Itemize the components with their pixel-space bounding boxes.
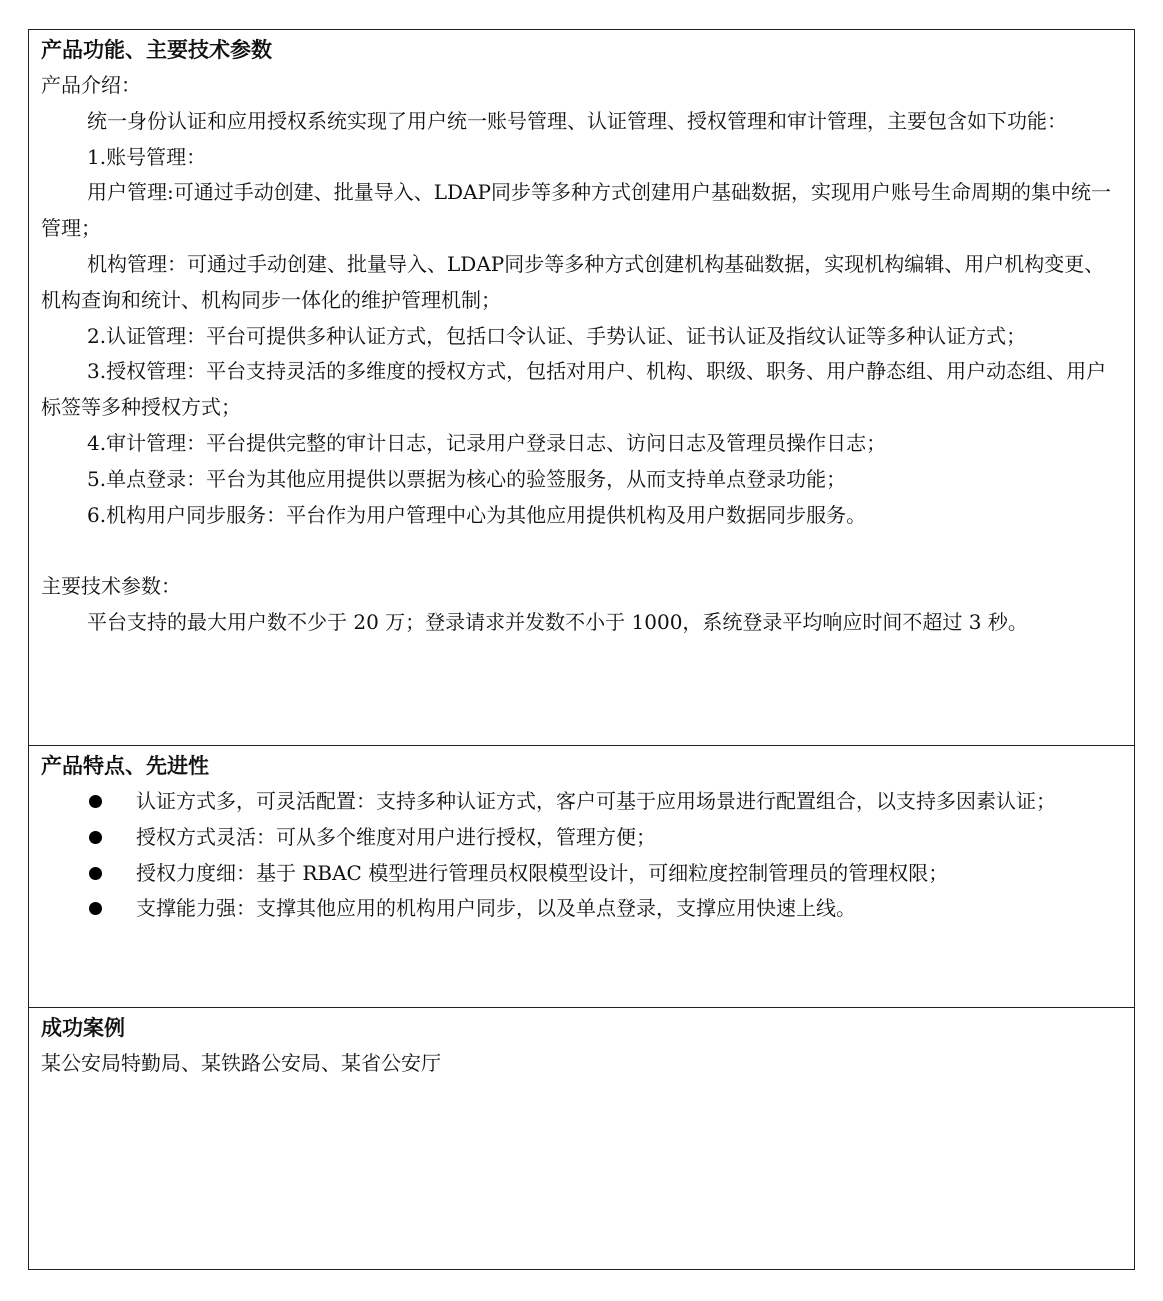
bullet-icon bbox=[89, 902, 102, 915]
intro-text: 统一身份认证和应用授权系统实现了用户统一账号管理、认证管理、授权管理和审计管理，主要包含如下功能： bbox=[87, 108, 1067, 133]
list-item: 授权力度细：基于 RBAC 模型进行管理员权限模型设计，可细粒度控制管理员的管理权限； bbox=[41, 856, 1121, 892]
item-sso: 5.单点登录：平台为其他应用提供以票据为核心的验签服务，从而支持单点登录功能； bbox=[87, 466, 847, 491]
cases-text: 某公安局特勤局、某铁路公安局、某省公安厅 bbox=[41, 1051, 441, 1075]
section-heading-advantages: 产品特点、先进性 bbox=[41, 754, 209, 778]
cases-section bbox=[29, 1008, 1134, 1269]
item-auth-management: 2.认证管理：平台可提供多种认证方式，包括口令认证、手势认证、证书认证及指纹认证等多种认证方式； bbox=[87, 323, 1027, 348]
list-item: 授权方式灵活：可从多个维度对用户进行授权，管理方便； bbox=[41, 820, 1121, 856]
blank-line bbox=[41, 533, 1134, 569]
section-heading-cases: 成功案例 bbox=[41, 1016, 125, 1040]
bullet-icon bbox=[89, 795, 102, 808]
advantages-list bbox=[41, 784, 1134, 927]
item-sync-service: 6.机构用户同步服务：平台作为用户管理中心为其他应用提供机构及用户数据同步服务。 bbox=[87, 502, 867, 527]
list-item: 支撑能力强：支撑其他应用的机构用户同步，以及单点登录，支撑应用快速上线。 bbox=[41, 891, 1121, 927]
bullet-icon bbox=[89, 831, 102, 844]
params-text: 平台支持的最大用户数不少于 20 万；登录请求并发数不小于 1000，系统登录平均响应时间不超过 3 秒。 bbox=[87, 609, 1028, 634]
item-audit-management: 4.审计管理：平台提供完整的审计日志，记录用户登录日志、访问日志及管理员操作日志； bbox=[87, 430, 887, 455]
params-label: 主要技术参数： bbox=[41, 574, 181, 599]
intro-label: 产品介绍： bbox=[41, 73, 141, 97]
item-account-title: 1.账号管理： bbox=[87, 144, 207, 169]
advantages-section bbox=[29, 746, 1134, 1008]
features-params-section bbox=[29, 30, 1134, 746]
list-item: 认证方式多，可灵活配置：支持多种认证方式，客户可基于应用场景进行配置组合，以支持多因素认证； bbox=[41, 784, 1121, 820]
bullet-icon bbox=[89, 867, 102, 880]
product-info-table bbox=[28, 29, 1135, 1270]
section-heading-features: 产品功能、主要技术参数 bbox=[41, 38, 272, 62]
item-org-management: 机构管理：可通过手动创建、批量导入、LDAP同步等多种方式创建机构基础数据，实现机构编辑、用户机构变更、机构查询和统计、机构同步一体化的维护管理机制； bbox=[41, 251, 1105, 312]
item-user-management: 用户管理:可通过手动创建、批量导入、LDAP同步等多种方式创建用户基础数据，实现用户账号生命周期的集中统一管理； bbox=[41, 180, 1111, 241]
item-authorization-management: 3.授权管理：平台支持灵活的多维度的授权方式，包括对用户、机构、职级、职务、用户静态组、用户动态组、用户标签等多种授权方式； bbox=[41, 359, 1107, 420]
